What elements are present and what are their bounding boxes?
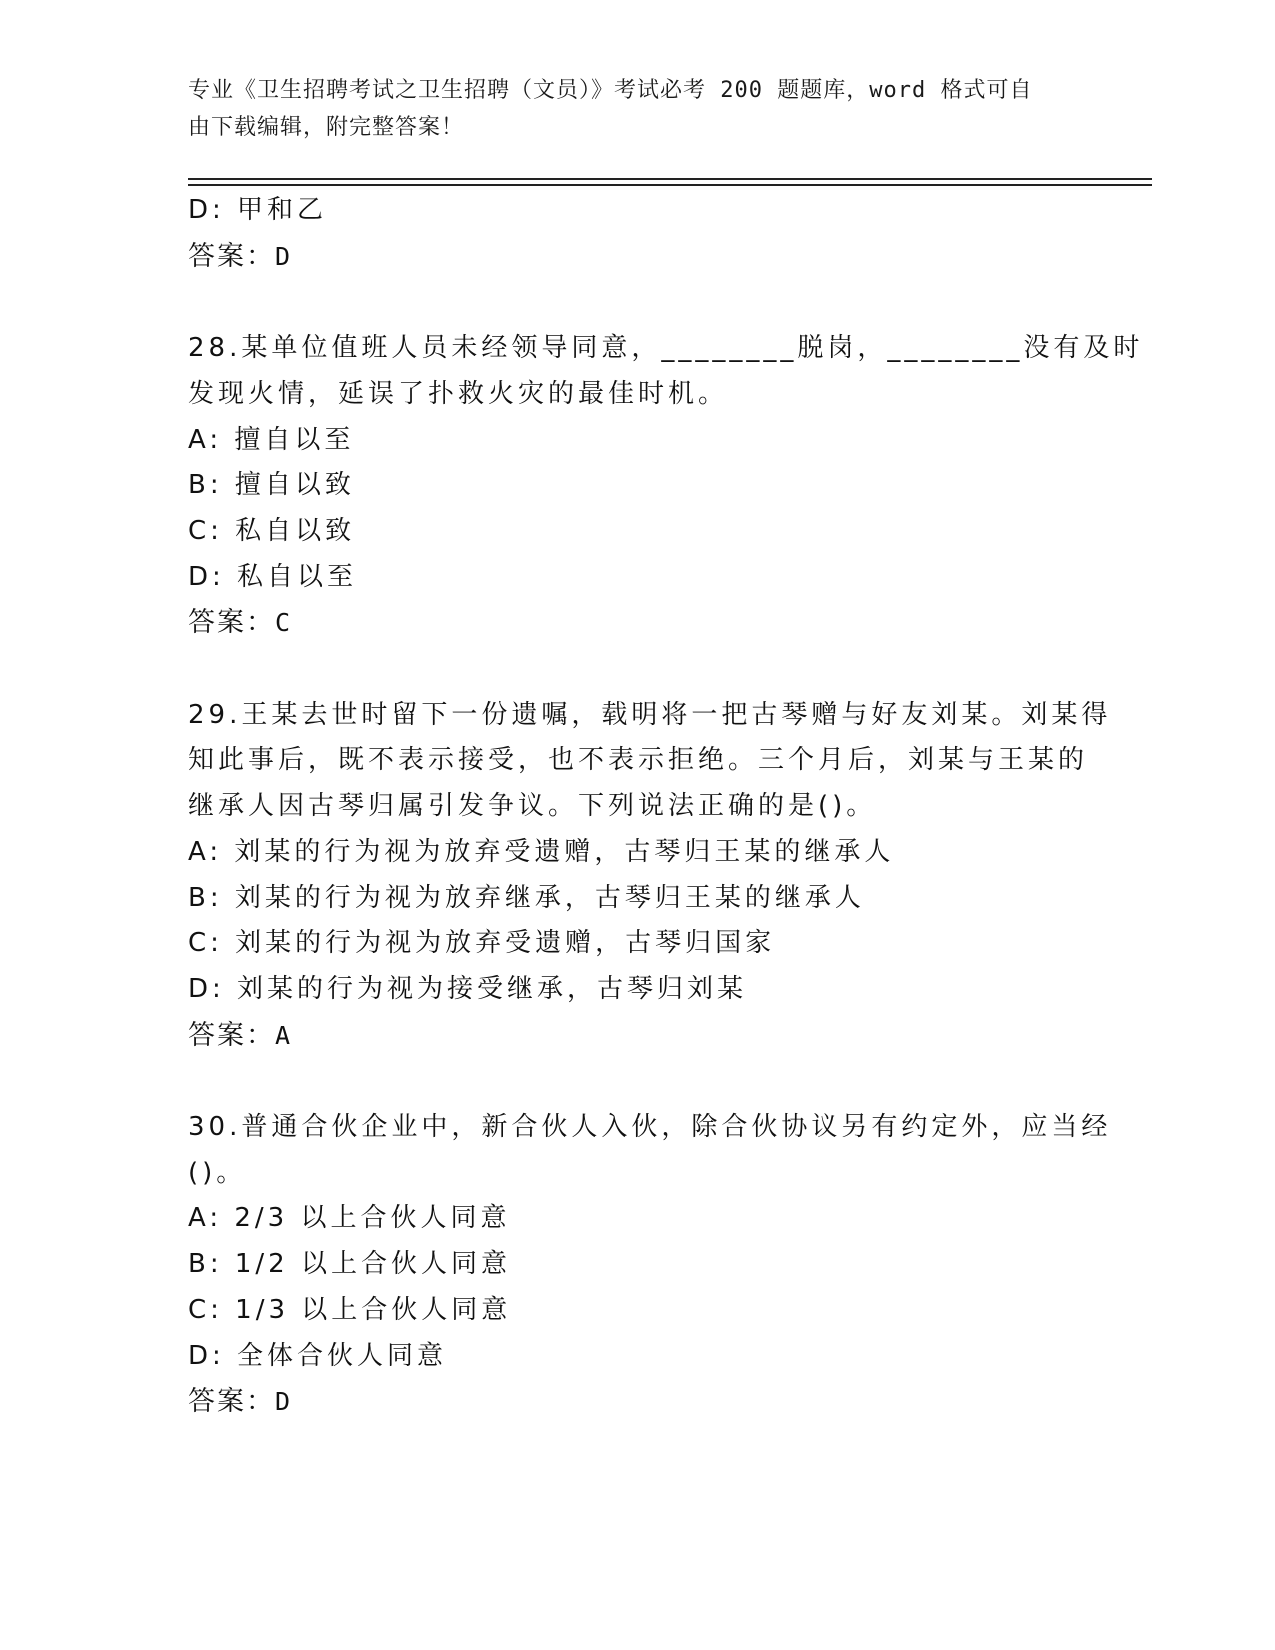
answer <box>188 234 1088 281</box>
header-divider-bottom <box>188 184 1152 186</box>
question-stem: 继承人因古琴归属引发争议。下列说法正确的是()。 <box>188 791 877 822</box>
header-line-1: 专业《卫生招聘考试之卫生招聘（文员）》考试必考 200 题题库，word 格式可自 <box>188 78 1033 103</box>
question-stem: 30.普通合伙企业中，新合伙人入伙，除合伙协议另有约定外，应当经 <box>188 1112 1112 1143</box>
answer-value: C <box>275 608 295 638</box>
question-stem: 知此事后，既不表示接受，也不表示拒绝。三个月后，刘某与王某的 <box>188 745 1089 776</box>
answer-value: A <box>275 1020 295 1050</box>
question-block <box>188 326 1144 647</box>
answer-label: 答案： <box>188 240 275 272</box>
answer-label: 答案： <box>188 1386 275 1418</box>
answer-label: 答案： <box>188 607 275 639</box>
option-b: B: 擅自以致 <box>188 470 355 501</box>
question-block <box>188 693 1112 1060</box>
option-d: D: 甲和乙 <box>188 195 328 225</box>
header-divider-top <box>188 178 1152 180</box>
answer <box>188 1379 1088 1426</box>
option-c: C: 1/3 以上合伙人同意 <box>188 1294 512 1325</box>
spacer <box>188 1059 1088 1105</box>
option-a: A: 擅自以至 <box>188 424 355 455</box>
option-d: D: 全体合伙人同意 <box>188 1340 448 1371</box>
answer-label: 答案： <box>188 1019 275 1051</box>
option-a: A: 刘某的行为视为放弃受遗赠，古琴归王某的继承人 <box>188 836 895 867</box>
option-b: B: 1/2 以上合伙人同意 <box>188 1249 511 1280</box>
question-stem: 28.某单位值班人员未经领导同意，________脱岗，________没有及时 <box>188 333 1144 364</box>
question-list <box>188 188 1144 1426</box>
option-c: C: 私自以致 <box>188 515 356 546</box>
option-a: A: 2/3 以上合伙人同意 <box>188 1203 511 1234</box>
answer <box>188 600 1088 647</box>
question-block <box>188 1105 1112 1426</box>
answer-value: D <box>275 1387 295 1417</box>
header-line-2: 由下载编辑，附完整答案！ <box>188 115 465 140</box>
document-header <box>188 72 1088 146</box>
option-b: B: 刘某的行为视为放弃继承，古琴归王某的继承人 <box>188 882 865 913</box>
spacer <box>188 280 1088 326</box>
option-d: D: 私自以至 <box>188 561 358 592</box>
question-stem: 发现火情，延误了扑救火灾的最佳时机。 <box>188 378 729 409</box>
answer <box>188 1013 1088 1060</box>
answer-value: D <box>275 241 295 271</box>
option-d: D: 刘某的行为视为接受继承，古琴归刘某 <box>188 973 748 1004</box>
spacer <box>188 647 1088 693</box>
question-stem: ()。 <box>188 1157 247 1188</box>
option-c: C: 刘某的行为视为放弃受遗赠，古琴归国家 <box>188 928 776 959</box>
question-stem: 29.王某去世时留下一份遗嘱，载明将一把古琴赠与好友刘某。刘某得 <box>188 699 1112 730</box>
